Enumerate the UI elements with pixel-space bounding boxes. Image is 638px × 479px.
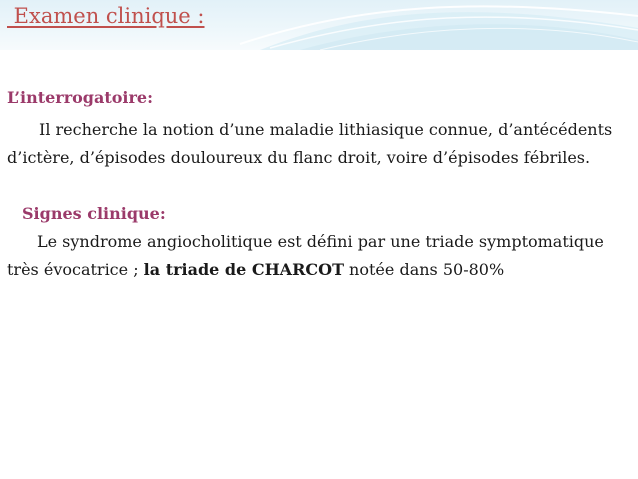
section-text-interrogatoire: Il recherche la notion d’une maladie lithiasique connue, d’antécédents d’ictère, d’épisodes douloureux du flanc droit, voire d’épisodes fébriles. [7,120,613,167]
section-heading-signes-cliniques: Signes clinique: [22,204,166,223]
section-heading-interrogatoire: L’interrogatoire: [7,88,154,107]
slide-title: Examen clinique : [7,4,205,28]
section-text-signes-cliniques [7,228,634,284]
text-after-bold: notée dans 50-80% [343,260,505,279]
text-before-bold: Le syndrome angiocholitique est défini par une triade symptomatique très évocatrice ; [7,232,604,279]
charcot-triad-bold: la triade de CHARCOT [143,260,344,279]
slide-body [0,80,634,284]
